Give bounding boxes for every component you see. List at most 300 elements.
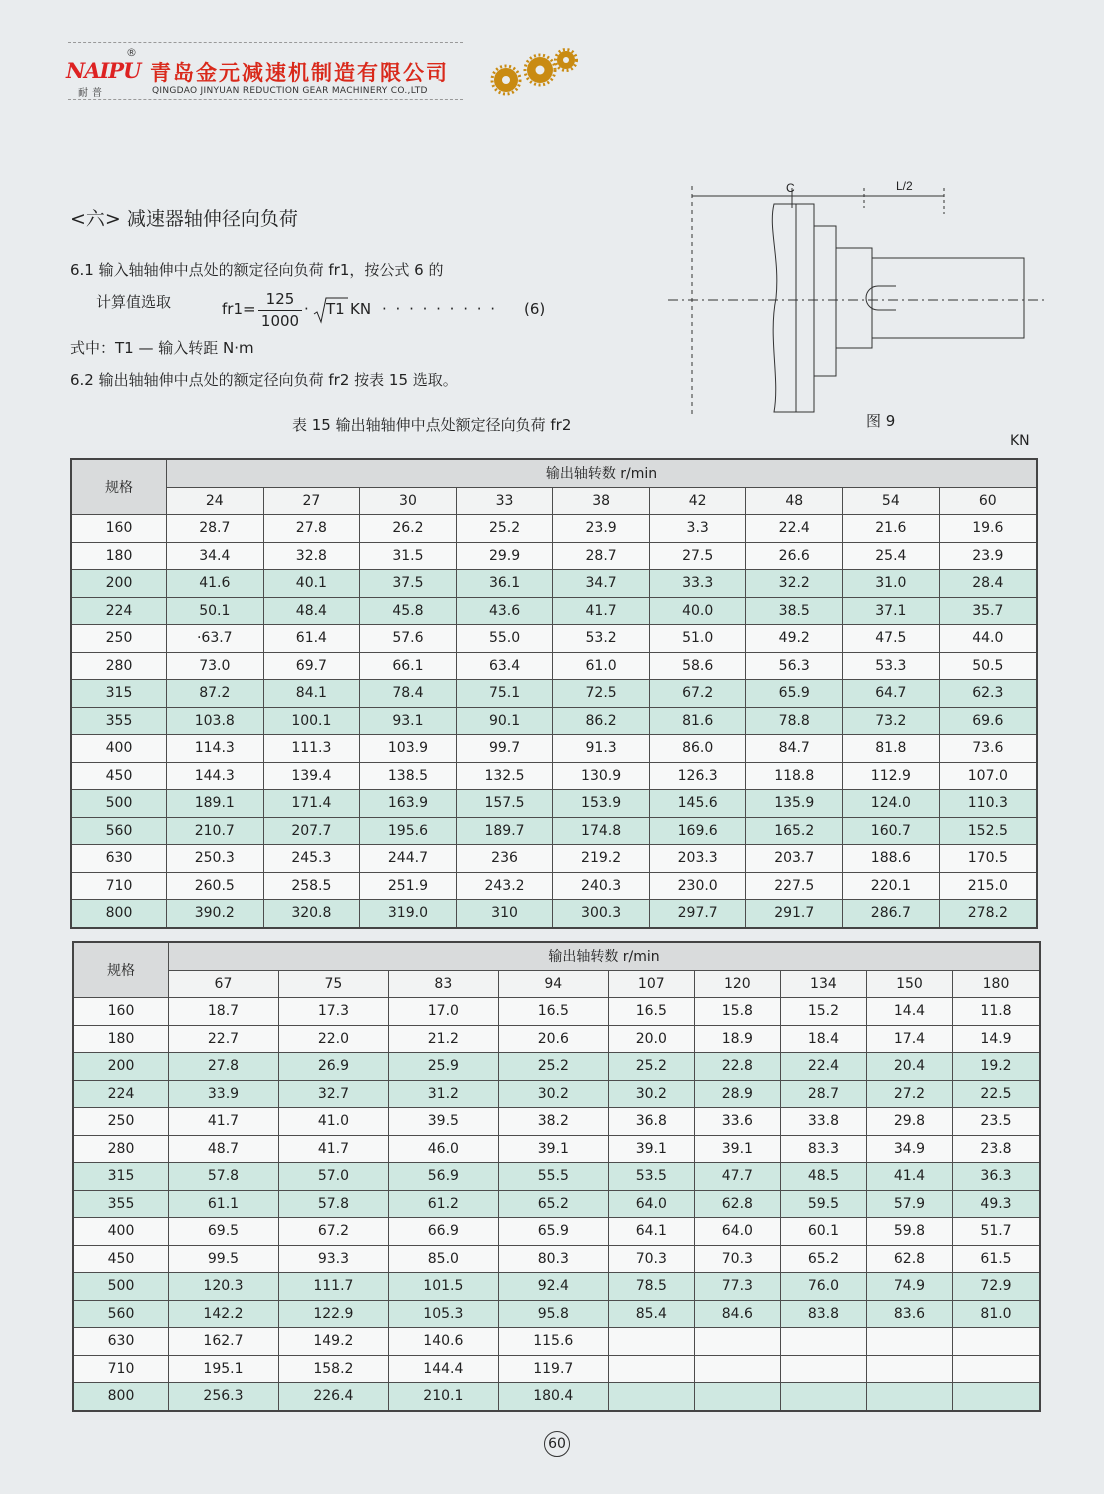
load-value-cell: 32.8 — [263, 542, 360, 570]
load-value-cell: 90.1 — [456, 707, 553, 735]
load-value-cell — [780, 1355, 866, 1383]
load-value-cell: 57.8 — [169, 1163, 279, 1191]
spec-cell: 180 — [73, 1025, 169, 1053]
load-value-cell: 118.8 — [746, 762, 843, 790]
load-value-cell: 25.2 — [456, 515, 553, 543]
formula-sqrt-arg: T1 — [326, 300, 345, 318]
speed-column-header: 48 — [746, 487, 843, 515]
load-value-cell: 145.6 — [649, 790, 746, 818]
load-value-cell: 31.5 — [360, 542, 457, 570]
table-row — [71, 790, 1037, 818]
load-value-cell — [608, 1383, 694, 1411]
table-row — [73, 1328, 1040, 1356]
load-value-cell: 64.7 — [843, 680, 940, 708]
load-value-cell: 62.8 — [694, 1190, 780, 1218]
load-value-cell — [780, 1383, 866, 1411]
load-value-cell: 22.5 — [953, 1080, 1041, 1108]
formula-numerator: 125 — [265, 290, 295, 308]
load-value-cell: 50.1 — [167, 597, 264, 625]
load-value-cell: 78.4 — [360, 680, 457, 708]
spec-cell: 500 — [73, 1273, 169, 1301]
load-value-cell: 180.4 — [498, 1383, 608, 1411]
load-value-cell: 390.2 — [167, 900, 264, 928]
load-value-cell: 29.9 — [456, 542, 553, 570]
load-value-cell: 226.4 — [278, 1383, 388, 1411]
load-value-cell: 215.0 — [939, 872, 1037, 900]
load-value-cell: 31.2 — [388, 1080, 498, 1108]
table-row — [73, 998, 1040, 1026]
speed-column-header: 83 — [388, 970, 498, 998]
load-value-cell: 103.8 — [167, 707, 264, 735]
spec-cell: 280 — [71, 652, 167, 680]
load-value-cell: 162.7 — [169, 1328, 279, 1356]
load-value-cell: 66.1 — [360, 652, 457, 680]
spec-cell: 400 — [71, 735, 167, 763]
load-value-cell: 28.9 — [694, 1080, 780, 1108]
load-value-cell: 86.2 — [553, 707, 650, 735]
table-row — [71, 735, 1037, 763]
load-value-cell: 67.2 — [649, 680, 746, 708]
load-value-cell: 62.8 — [866, 1245, 952, 1273]
load-value-cell: 95.8 — [498, 1300, 608, 1328]
load-value-cell — [953, 1328, 1041, 1356]
speed-header: 输出轴转数 r/min — [169, 942, 1041, 970]
load-value-cell: 17.0 — [388, 998, 498, 1026]
spec-cell: 280 — [73, 1135, 169, 1163]
brand-logo — [66, 58, 141, 99]
table-row — [73, 1383, 1040, 1411]
load-value-cell: 99.7 — [456, 735, 553, 763]
load-value-cell: 50.5 — [939, 652, 1037, 680]
company-name-en: QINGDAO JINYUAN REDUCTION GEAR MACHINERY CO.,LTD — [152, 86, 428, 96]
load-value-cell: 87.2 — [167, 680, 264, 708]
formula-denominator: 1000 — [260, 312, 300, 330]
load-value-cell: 38.5 — [746, 597, 843, 625]
spec-cell: 315 — [73, 1163, 169, 1191]
load-value-cell: 138.5 — [360, 762, 457, 790]
load-value-cell: 286.7 — [843, 900, 940, 928]
load-value-cell: 29.8 — [866, 1108, 952, 1136]
load-value-cell: 114.3 — [167, 735, 264, 763]
table-row — [73, 1025, 1040, 1053]
load-value-cell: 41.4 — [866, 1163, 952, 1191]
load-value-cell: 169.6 — [649, 817, 746, 845]
load-value-cell: 174.8 — [553, 817, 650, 845]
load-value-cell: 139.4 — [263, 762, 360, 790]
formula-unit: KN — [350, 300, 372, 318]
load-value-cell: 62.3 — [939, 680, 1037, 708]
load-value-cell: 86.0 — [649, 735, 746, 763]
load-value-cell: 219.2 — [553, 845, 650, 873]
table-row — [71, 570, 1037, 598]
load-value-cell: 23.9 — [939, 542, 1037, 570]
load-value-cell: 170.5 — [939, 845, 1037, 873]
load-value-cell: 53.5 — [608, 1163, 694, 1191]
load-value-cell: 21.2 — [388, 1025, 498, 1053]
paragraph-6-1-cont: 计算值选取 — [96, 293, 172, 311]
load-value-cell: 27.2 — [866, 1080, 952, 1108]
load-value-cell: 76.0 — [780, 1273, 866, 1301]
load-value-cell: 34.9 — [866, 1135, 952, 1163]
load-value-cell: 34.4 — [167, 542, 264, 570]
load-value-cell: 103.9 — [360, 735, 457, 763]
load-value-cell: 32.7 — [278, 1080, 388, 1108]
load-value-cell: 18.9 — [694, 1025, 780, 1053]
spec-cell: 224 — [73, 1080, 169, 1108]
load-value-cell — [953, 1383, 1041, 1411]
load-value-cell: 28.4 — [939, 570, 1037, 598]
table-caption: 表 15 输出轴轴伸中点处额定径向负荷 fr2 — [292, 416, 572, 434]
load-value-cell: 81.6 — [649, 707, 746, 735]
load-value-cell: 28.7 — [553, 542, 650, 570]
load-value-cell: 47.5 — [843, 625, 940, 653]
load-value-cell: 132.5 — [456, 762, 553, 790]
spec-cell: 400 — [73, 1218, 169, 1246]
load-value-cell: 320.8 — [263, 900, 360, 928]
load-value-cell: 105.3 — [388, 1300, 498, 1328]
load-value-cell: 81.0 — [953, 1300, 1041, 1328]
spec-cell: 800 — [73, 1383, 169, 1411]
speed-column-header: 27 — [263, 487, 360, 515]
load-value-cell: 69.7 — [263, 652, 360, 680]
load-value-cell: 73.6 — [939, 735, 1037, 763]
spec-header: 规格 — [73, 942, 169, 998]
load-value-cell — [866, 1355, 952, 1383]
label-l2: L/2 — [896, 179, 913, 193]
spec-cell: 560 — [73, 1300, 169, 1328]
section-title: <六> 减速器轴伸径向负荷 — [70, 208, 298, 230]
load-value-cell: 310 — [456, 900, 553, 928]
spec-cell: 180 — [71, 542, 167, 570]
load-value-cell: 16.5 — [608, 998, 694, 1026]
load-value-cell: 53.2 — [553, 625, 650, 653]
load-value-cell: 25.2 — [498, 1053, 608, 1081]
load-value-cell: 17.4 — [866, 1025, 952, 1053]
table-row — [73, 1190, 1040, 1218]
company-name-cn: 青岛金元减速机制造有限公司 — [150, 61, 449, 85]
formula-eq-number: (6) — [524, 300, 546, 318]
load-value-cell: 78.5 — [608, 1273, 694, 1301]
load-value-cell: 258.5 — [263, 872, 360, 900]
load-value-cell — [866, 1328, 952, 1356]
load-value-cell: 153.9 — [553, 790, 650, 818]
shaft-diagram — [668, 178, 1048, 418]
load-value-cell: 251.9 — [360, 872, 457, 900]
header-top-rule — [68, 42, 463, 43]
speed-column-header: 54 — [843, 487, 940, 515]
load-value-cell: 158.2 — [278, 1355, 388, 1383]
load-value-cell: 210.1 — [388, 1383, 498, 1411]
formula-dots: · · · · · · · · · — [382, 300, 498, 318]
load-value-cell: 165.2 — [746, 817, 843, 845]
table-row — [71, 542, 1037, 570]
table-row — [71, 900, 1037, 928]
table-row — [73, 1108, 1040, 1136]
load-value-cell: 3.3 — [649, 515, 746, 543]
speed-column-header: 42 — [649, 487, 746, 515]
table-row — [73, 1218, 1040, 1246]
load-value-cell: 41.7 — [169, 1108, 279, 1136]
load-value-cell: 112.9 — [843, 762, 940, 790]
load-value-cell: 210.7 — [167, 817, 264, 845]
load-value-cell: 33.6 — [694, 1108, 780, 1136]
load-value-cell: 297.7 — [649, 900, 746, 928]
load-value-cell: 73.0 — [167, 652, 264, 680]
load-value-cell: 56.3 — [746, 652, 843, 680]
load-value-cell: 63.4 — [456, 652, 553, 680]
load-value-cell: 22.4 — [746, 515, 843, 543]
load-value-cell — [694, 1355, 780, 1383]
load-value-cell: 41.7 — [278, 1135, 388, 1163]
load-value-cell: 48.4 — [263, 597, 360, 625]
spec-cell: 355 — [73, 1190, 169, 1218]
load-value-cell: 144.4 — [388, 1355, 498, 1383]
load-value-cell — [780, 1328, 866, 1356]
load-value-cell: 99.5 — [169, 1245, 279, 1273]
table-row — [71, 597, 1037, 625]
paragraph-6-1: 6.1 输入轴轴伸中点处的额定径向负荷 fr1，按公式 6 的 — [70, 261, 444, 279]
load-value-cell: 100.1 — [263, 707, 360, 735]
load-value-cell: 142.2 — [169, 1300, 279, 1328]
load-value-cell: 140.6 — [388, 1328, 498, 1356]
load-value-cell: 111.7 — [278, 1273, 388, 1301]
load-value-cell: 30.2 — [498, 1080, 608, 1108]
figure-caption: 图 9 — [866, 412, 896, 430]
load-value-cell: 260.5 — [167, 872, 264, 900]
spec-cell: 630 — [73, 1328, 169, 1356]
spec-cell: 250 — [73, 1108, 169, 1136]
load-value-cell: 49.2 — [746, 625, 843, 653]
load-value-cell: 39.5 — [388, 1108, 498, 1136]
load-value-cell: 189.1 — [167, 790, 264, 818]
load-value-cell: 74.9 — [866, 1273, 952, 1301]
load-value-cell: 92.4 — [498, 1273, 608, 1301]
table-row — [71, 872, 1037, 900]
load-value-cell: 39.1 — [608, 1135, 694, 1163]
load-value-cell: 15.2 — [780, 998, 866, 1026]
load-value-cell: 84.6 — [694, 1300, 780, 1328]
formula-lhs: fr1= — [222, 300, 256, 318]
load-value-cell — [694, 1328, 780, 1356]
load-value-cell: 27.5 — [649, 542, 746, 570]
load-value-cell: 57.9 — [866, 1190, 952, 1218]
load-value-cell: 31.0 — [843, 570, 940, 598]
load-value-cell: 195.6 — [360, 817, 457, 845]
table-row — [71, 707, 1037, 735]
load-value-cell: 66.9 — [388, 1218, 498, 1246]
spec-cell: 355 — [71, 707, 167, 735]
load-value-cell: 61.4 — [263, 625, 360, 653]
load-value-cell: 36.3 — [953, 1163, 1041, 1191]
load-value-cell: 84.1 — [263, 680, 360, 708]
load-value-cell: 43.6 — [456, 597, 553, 625]
load-value-cell: 41.7 — [553, 597, 650, 625]
load-value-cell: 35.7 — [939, 597, 1037, 625]
table-row — [71, 845, 1037, 873]
load-value-cell: 48.5 — [780, 1163, 866, 1191]
fraction-bar — [258, 310, 302, 311]
load-value-cell: 300.3 — [553, 900, 650, 928]
logo-subtext: 耐普 — [78, 88, 106, 99]
table-row — [73, 1355, 1040, 1383]
load-value-cell: 77.3 — [694, 1273, 780, 1301]
table-row — [71, 680, 1037, 708]
spec-cell: 200 — [71, 570, 167, 598]
load-value-cell: 37.5 — [360, 570, 457, 598]
spec-header: 规格 — [71, 459, 167, 515]
load-value-cell — [608, 1355, 694, 1383]
table-row — [71, 625, 1037, 653]
spec-cell: 710 — [71, 872, 167, 900]
speed-column-header: 150 — [866, 970, 952, 998]
load-value-cell: 48.7 — [169, 1135, 279, 1163]
load-value-cell: 36.1 — [456, 570, 553, 598]
load-value-cell: 61.1 — [169, 1190, 279, 1218]
load-value-cell: 230.0 — [649, 872, 746, 900]
speed-column-header: 33 — [456, 487, 553, 515]
load-value-cell: 27.8 — [263, 515, 360, 543]
load-value-cell: 160.7 — [843, 817, 940, 845]
load-value-cell: 16.5 — [498, 998, 608, 1026]
load-value-cell: 28.7 — [780, 1080, 866, 1108]
speed-column-header: 30 — [360, 487, 457, 515]
spec-cell: 315 — [71, 680, 167, 708]
load-value-cell: 130.9 — [553, 762, 650, 790]
load-value-cell: 21.6 — [843, 515, 940, 543]
load-value-cell: 101.5 — [388, 1273, 498, 1301]
load-value-cell: 22.7 — [169, 1025, 279, 1053]
load-table-2 — [72, 941, 1041, 1412]
load-value-cell: 220.1 — [843, 872, 940, 900]
load-value-cell: 53.3 — [843, 652, 940, 680]
logo-mark: NAIPU — [66, 58, 141, 83]
load-value-cell: 26.6 — [746, 542, 843, 570]
load-value-cell: 55.0 — [456, 625, 553, 653]
registered-mark: ® — [126, 46, 137, 59]
load-value-cell: 14.9 — [953, 1025, 1041, 1053]
load-value-cell: 111.3 — [263, 735, 360, 763]
load-value-cell: 72.5 — [553, 680, 650, 708]
load-value-cell: 93.3 — [278, 1245, 388, 1273]
load-value-cell: 32.2 — [746, 570, 843, 598]
variable-definition: 式中：T1 — 输入转距 N·m — [70, 339, 254, 357]
load-value-cell: 144.3 — [167, 762, 264, 790]
load-value-cell: 37.1 — [843, 597, 940, 625]
load-value-cell: 135.9 — [746, 790, 843, 818]
load-value-cell: 56.9 — [388, 1163, 498, 1191]
load-value-cell: ·63.7 — [167, 625, 264, 653]
load-value-cell: 188.6 — [843, 845, 940, 873]
load-value-cell: 30.2 — [608, 1080, 694, 1108]
load-value-cell: 22.8 — [694, 1053, 780, 1081]
spec-cell: 500 — [71, 790, 167, 818]
load-value-cell: 47.7 — [694, 1163, 780, 1191]
table-row — [73, 1080, 1040, 1108]
unit-label: KN — [1010, 433, 1030, 449]
spec-cell: 560 — [71, 817, 167, 845]
load-value-cell: 40.0 — [649, 597, 746, 625]
load-value-cell: 49.3 — [953, 1190, 1041, 1218]
load-value-cell: 25.9 — [388, 1053, 498, 1081]
load-value-cell: 51.0 — [649, 625, 746, 653]
spec-cell: 160 — [73, 998, 169, 1026]
table-row — [71, 515, 1037, 543]
load-value-cell: 33.8 — [780, 1108, 866, 1136]
load-value-cell: 59.8 — [866, 1218, 952, 1246]
load-value-cell: 189.7 — [456, 817, 553, 845]
load-value-cell — [953, 1355, 1041, 1383]
load-value-cell: 157.5 — [456, 790, 553, 818]
load-value-cell: 20.4 — [866, 1053, 952, 1081]
load-value-cell: 18.4 — [780, 1025, 866, 1053]
load-value-cell: 65.2 — [780, 1245, 866, 1273]
load-value-cell: 120.3 — [169, 1273, 279, 1301]
load-value-cell: 69.5 — [169, 1218, 279, 1246]
load-value-cell: 26.2 — [360, 515, 457, 543]
load-value-cell: 15.8 — [694, 998, 780, 1026]
load-value-cell: 64.0 — [608, 1190, 694, 1218]
load-value-cell: 85.4 — [608, 1300, 694, 1328]
load-value-cell: 34.7 — [553, 570, 650, 598]
load-value-cell: 33.9 — [169, 1080, 279, 1108]
load-value-cell: 64.1 — [608, 1218, 694, 1246]
spec-cell: 200 — [73, 1053, 169, 1081]
load-value-cell: 203.7 — [746, 845, 843, 873]
speed-column-header: 38 — [553, 487, 650, 515]
load-value-cell: 240.3 — [553, 872, 650, 900]
load-value-cell: 243.2 — [456, 872, 553, 900]
load-value-cell: 278.2 — [939, 900, 1037, 928]
header-bottom-rule — [68, 99, 463, 100]
spec-cell: 250 — [71, 625, 167, 653]
load-value-cell: 319.0 — [360, 900, 457, 928]
table-row — [73, 1245, 1040, 1273]
load-value-cell: 46.0 — [388, 1135, 498, 1163]
speed-column-header: 67 — [169, 970, 279, 998]
load-value-cell — [866, 1383, 952, 1411]
load-value-cell: 291.7 — [746, 900, 843, 928]
load-value-cell: 25.2 — [608, 1053, 694, 1081]
load-value-cell: 40.1 — [263, 570, 360, 598]
load-value-cell: 67.2 — [278, 1218, 388, 1246]
speed-column-header: 180 — [953, 970, 1041, 998]
load-value-cell: 83.6 — [866, 1300, 952, 1328]
load-value-cell: 61.0 — [553, 652, 650, 680]
load-value-cell: 64.0 — [694, 1218, 780, 1246]
spec-cell: 224 — [71, 597, 167, 625]
load-value-cell: 250.3 — [167, 845, 264, 873]
load-value-cell: 83.3 — [780, 1135, 866, 1163]
load-value-cell: 57.0 — [278, 1163, 388, 1191]
load-value-cell: 26.9 — [278, 1053, 388, 1081]
load-value-cell: 28.7 — [167, 515, 264, 543]
load-value-cell: 115.6 — [498, 1328, 608, 1356]
load-value-cell: 61.2 — [388, 1190, 498, 1218]
load-value-cell: 27.8 — [169, 1053, 279, 1081]
load-value-cell: 19.6 — [939, 515, 1037, 543]
load-value-cell: 60.1 — [780, 1218, 866, 1246]
load-value-cell: 91.3 — [553, 735, 650, 763]
load-value-cell: 65.2 — [498, 1190, 608, 1218]
gears-icon — [488, 48, 578, 98]
load-value-cell: 195.1 — [169, 1355, 279, 1383]
load-value-cell: 93.1 — [360, 707, 457, 735]
speed-column-header: 60 — [939, 487, 1037, 515]
load-value-cell: 38.2 — [498, 1108, 608, 1136]
load-value-cell: 73.2 — [843, 707, 940, 735]
load-value-cell: 23.9 — [553, 515, 650, 543]
table-row — [73, 1053, 1040, 1081]
